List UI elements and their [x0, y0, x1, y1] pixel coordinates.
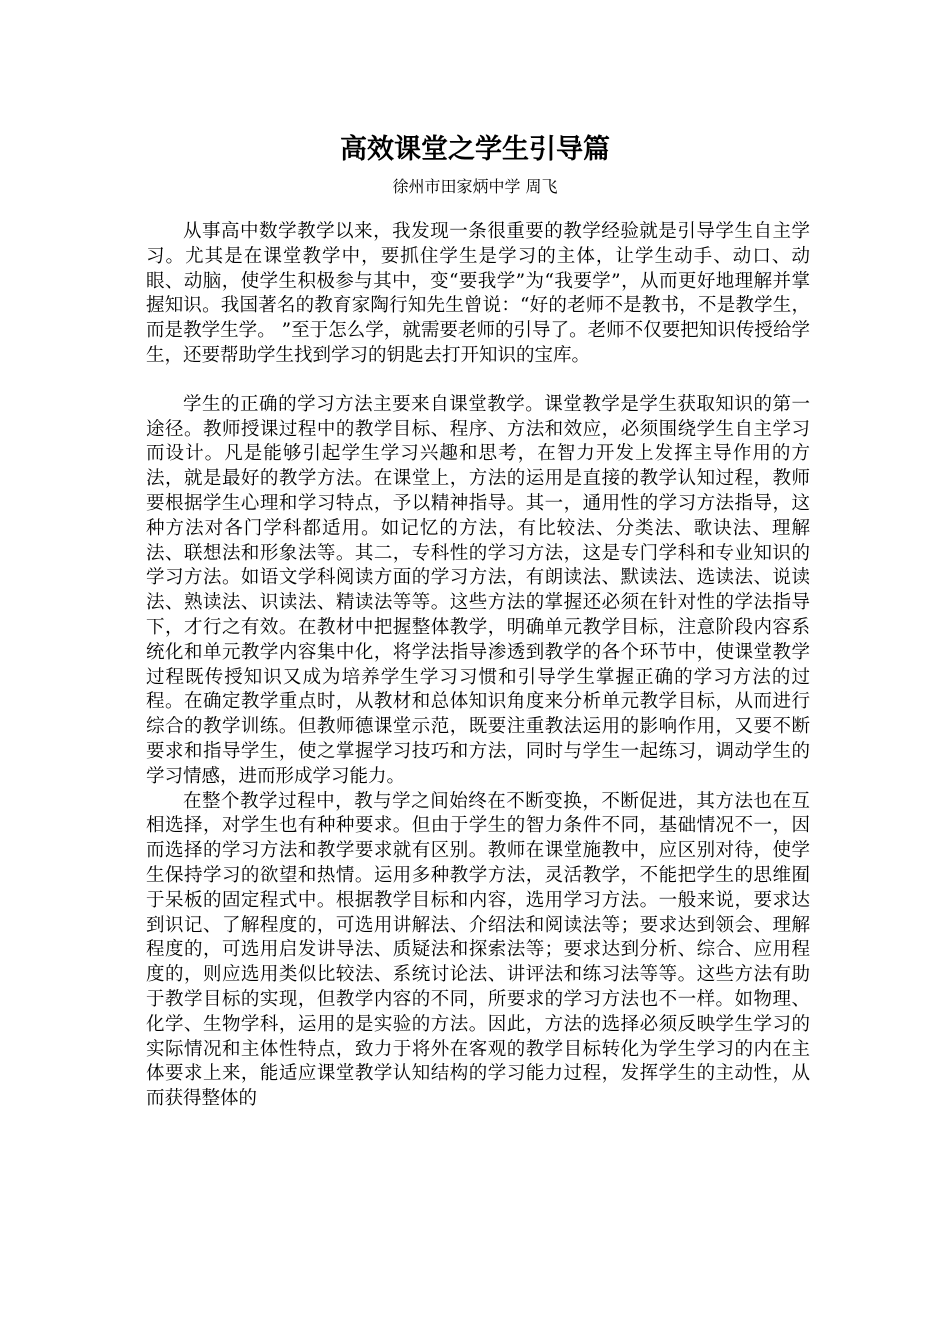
document-body [146, 220, 810, 1112]
author-byline: 徐州市田家炳中学 周飞 [392, 177, 558, 196]
document-title: 高效课堂之学生引导篇 [340, 134, 610, 165]
paragraph-3: 在整个教学过程中，教与学之间始终在不断变换，不断促进，其方法也在互相选择，对学生也有种种要求。但由于学生的智力条件不同，基础情况不一，因而选择的学习方法和教学要求就有区别。教师在课堂施教中，应区别对待，使学生保持学习的欲望和热情。运用多种教学方法，灵活教学，不能把学生的思维囿于呆板的固定程式中。根据教学目标和内容，选用学习方法。一般来说，要求达到识记、了解程度的，可选用讲解法、介绍法和阅读法等；要求达到领会、理解程度的，可选用启发讲导法、质疑法和探索法等；要求达到分析、综合、应用程度的，则应选用类似比较法、系统讨论法、讲评法和练习法等等。这些方法有助于教学目标的实现，但教学内容的不同，所要求的学习方法也不一样。如物理、化学、生物学科，运用的是实验的方法。因此，方法的选择必须反映学生学习的实际情况和主体性特点，致力于将外在客观的教学目标转化为学生学习的内在主体要求上来，能适应课堂教学认知结构的学习能力过程，发挥学生的主动性，从而获得整体的 [146, 790, 810, 1110]
paragraph-2: 学生的正确的学习方法主要来自课堂教学。课堂教学是学生获取知识的第一途径。教师授课过程中的教学目标、程序、方法和效应，必须围绕学生自主学习而设计。凡是能够引起学生学习兴趣和思考，在智力开发上发挥主导作用的方法，就是最好的教学方法。在课堂上，方法的运用是直接的教学认知过程，教师要根据学生心理和学习特点，予以精神指导。其一，通用性的学习方法指导，这种方法对各门学科都适用。如记忆的方法，有比较法、分类法、歌诀法、理解法、联想法和形象法等。其二，专科性的学习方法，这是专门学科和专业知识的学习方法。如语文学科阅读方面的学习方法，有朗读法、默读法、选读法、说读法、熟读法、识读法、精读法等等。这些方法的掌握还必须在针对性的学法指导下，才行之有效。在教材中把握整体教学，明确单元教学目标，注意阶段内容系统化和单元教学内容集中化，将学法指导渗透到教学的各个环节中，使课堂教学过程既传授知识又成为培养学生学习习惯和引导学生掌握正确的学习方法的过程。在确定教学重点时，从教材和总体知识角度来分析单元教学目标，从而进行综合的教学训练。但教师德课堂示范，既要注重教法运用的影响作用，又要不断要求和指导学生，使之掌握学习技巧和方法，同时与学生一起练习，调动学生的学习情感，进而形成学习能力。 [146, 393, 810, 787]
paragraph-1: 从事高中数学教学以来，我发现一条很重要的教学经验就是引导学生自主学习。尤其是在课堂教学中，要抓住学生是学习的主体，让学生动手、动口、动眼、动脑，使学生积极参与其中，变“要我学”为“我要学”，从而更好地理解并掌握知识。我国著名的教育家陶行知先生曾说：“好的老师不是教书，不是教学生，而是教学生学。 ”至于怎么学，就需要老师的引导了。老师不仅要把知识传授给学生，还要帮助学生找到学习的钥匙去打开知识的宝库。 [146, 221, 810, 366]
